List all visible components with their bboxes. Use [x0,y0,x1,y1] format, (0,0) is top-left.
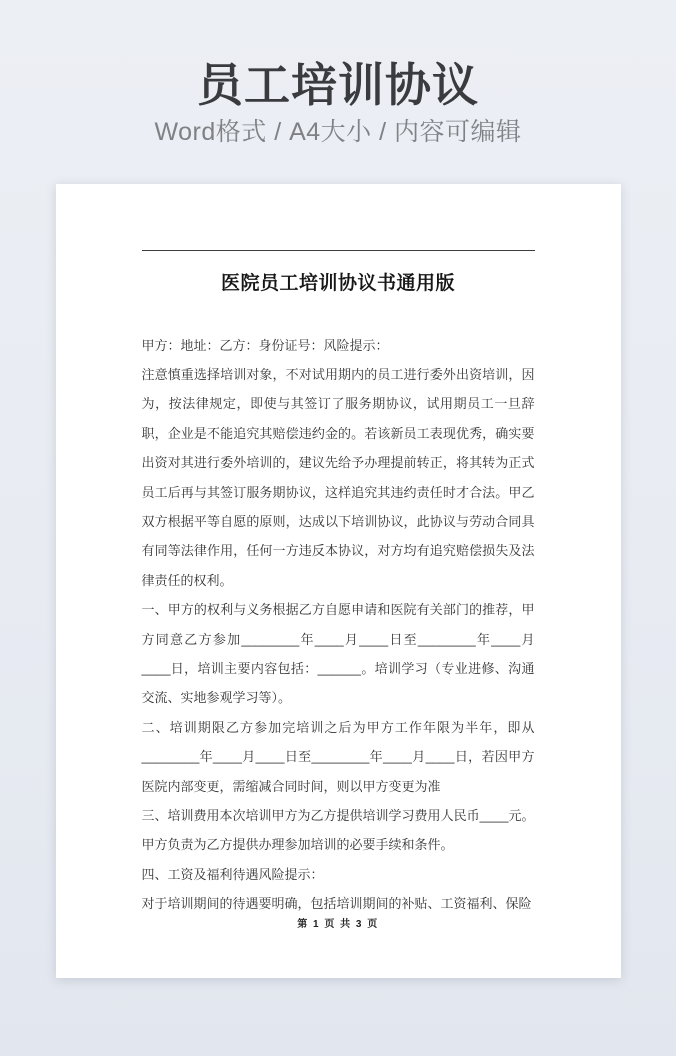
page-number: 第 1 页 共 3 页 [297,918,379,930]
doc-paragraph-parties: 甲方：地址：乙方：身份证号：风险提示： [141,337,389,353]
title-divider [142,250,535,251]
document-body [142,331,535,919]
doc-paragraph-risk-notice: 注意慎重选择培训对象，不对试用期内的员工进行委外出资培训，因为，按法律规定，即使与其签订了服务期协议，试用期员工一旦辞职，企业是不能追究其赔偿违约金的。若该新员工表现优秀，确实要出资对其进行委外培训的，建议先给予办理提前转正，将其转为正式员工后再与其签订服务期协议，这样追究其违约责任时才合法。甲乙双方根据平等自愿的原则，达成以下培训协议，此协议与劳动合同具有同等法律作用，任何一方违反本协议，对方均有追究赔偿损失及法律责任的权利。 [141,366,535,588]
doc-paragraph-section-2: 二、培训期限乙方参加完培训之后为甲方工作年限为半年，即从________年____月____日至________年____月____日，若因甲方医院内部变更，需缩减合同时间，则以甲方变更为准 [141,719,535,794]
doc-paragraph-section-1: 一、甲方的权利与义务根据乙方自愿申请和医院有关部门的推荐，甲方同意乙方参加________年____月____日至________年____月____日，培训主要内容包括：______。培训学习（专业进修、沟通交流、实地参观学习等）。 [141,602,535,706]
poster-subtitle: Word格式 / A4大小 / 内容可编辑 [154,118,522,146]
document-page [56,184,621,978]
doc-paragraph-section-4: 四、工资及福利待遇风险提示： [141,866,324,882]
document-title: 医院员工培训协议书通用版 [220,272,455,294]
poster-header [0,0,676,147]
doc-paragraph-section-3: 三、培训费用本次培训甲方为乙方提供培训学习费用人民币____元。甲方负责为乙方提供办理参加培训的必要手续和条件。 [141,808,535,853]
poster-title: 员工培训协议 [197,59,479,111]
doc-paragraph-benefits: 对于培训期间的待遇要明确，包括培训期间的补贴、工资福利、保险 [141,896,532,912]
